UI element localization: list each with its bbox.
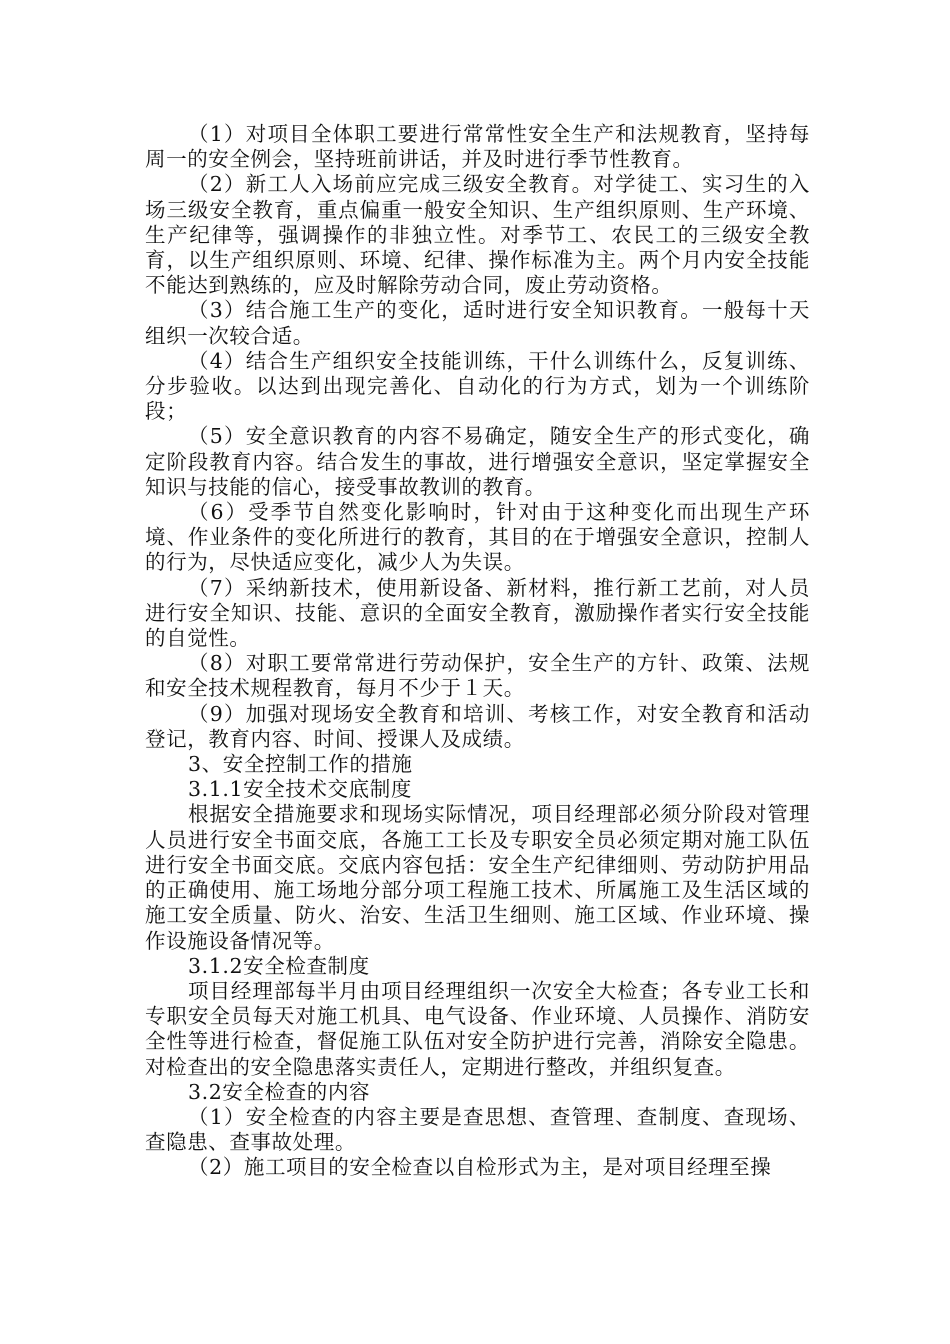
paragraph-education-8: （8）对职工要常常进行劳动保护，安全生产的方针、政策、法规和安全技术规程教育，每月不少于１天。 — [145, 651, 810, 701]
paragraph-education-4: （4）结合生产组织安全技能训练，干什么训练什么，反复训练、分步验收。以达到出现完善化、自动化的行为方式，划为一个训练阶段； — [145, 348, 810, 424]
subsection-heading-3-1-1: 3.1.1安全技术交底制度 — [188, 777, 412, 802]
paragraph-education-5: （5）安全意识教育的内容不易确定，随安全生产的形式变化，确定阶段教育内容。结合发生的事故，进行增强安全意识，坚定掌握安全知识与技能的信心，接受事故教训的教育。 — [145, 424, 810, 499]
paragraph-inspection-system: 项目经理部每半月由项目经理组织一次安全大检查；各专业工长和专职安全员每天对施工机具、电气设备、作业环境、人员操作、消防安全性等进行检查，督促施工队伍对安全防护进行完善，消除安全隐患。对检查出的安全隐患落实责任人，定期进行整改，并组织复查。 — [145, 978, 810, 1079]
subsection-heading-3-2: 3.2安全检查的内容 — [188, 1079, 371, 1104]
paragraph-technical-disclosure: 根据安全措施要求和现场实际情况，项目经理部必须分阶段对管理人员进行安全书面交底，各施工工长及专职安全员必须定期对施工队伍进行安全书面交底。交底内容包括：安全生产纪律细则、劳动防护用品的正确使用、施工场地分部分项工程施工技术、所属施工及生活区域的施工安全质量、防火、治安、生活卫生细则、施工区域、作业环境、操作设施设备情况等。 — [145, 802, 810, 953]
subsection-heading-3-1-2: 3.1.2安全检查制度 — [188, 953, 370, 978]
paragraph-education-7: （7）采纳新技术，使用新设备、新材料，推行新工艺前，对人员进行安全知识、技能、意识的全面安全教育，激励操作者实行安全技能的自觉性。 — [145, 575, 810, 651]
paragraph-inspection-content-2: （2）施工项目的安全检查以自检形式为主，是对项目经理至操 — [188, 1155, 772, 1180]
paragraph-education-9: （9）加强对现场安全教育和培训、考核工作，对安全教育和活动登记，教育内容、时间、授课人及成绩。 — [145, 701, 810, 751]
document-body — [145, 122, 810, 1181]
paragraph-education-2: （2）新工人入场前应完成三级安全教育。对学徒工、实习生的入场三级安全教育，重点偏重一般安全知识、生产组织原则、生产环境、生产纪律等，强调操作的非独立性。对季节工、农民工的三级安全教育，以生产组织原则、环境、纪律、操作标准为主。两个月内安全技能不能达到熟练的，应及时解除劳动合同，废止劳动资格。 — [145, 172, 810, 298]
paragraph-education-6: （6）受季节自然变化影响时，针对由于这种变化而出现生产环境、作业条件的变化所进行的教育，其目的在于增强安全意识，控制人的行为，尽快适应变化，减少人为失误。 — [145, 500, 810, 575]
paragraph-inspection-content-1: （1）安全检查的内容主要是查思想、查管理、查制度、查现场、查隐患、查事故处理。 — [145, 1104, 810, 1155]
paragraph-education-3: （3）结合施工生产的变化，适时进行安全知识教育。一般每十天组织一次较合适。 — [145, 298, 810, 348]
section-heading-3: 3、安全控制工作的措施 — [188, 752, 413, 777]
paragraph-education-1: （1）对项目全体职工要进行常常性安全生产和法规教育，坚持每周一的安全例会，坚持班前讲话，并及时进行季节性教育。 — [145, 122, 810, 172]
